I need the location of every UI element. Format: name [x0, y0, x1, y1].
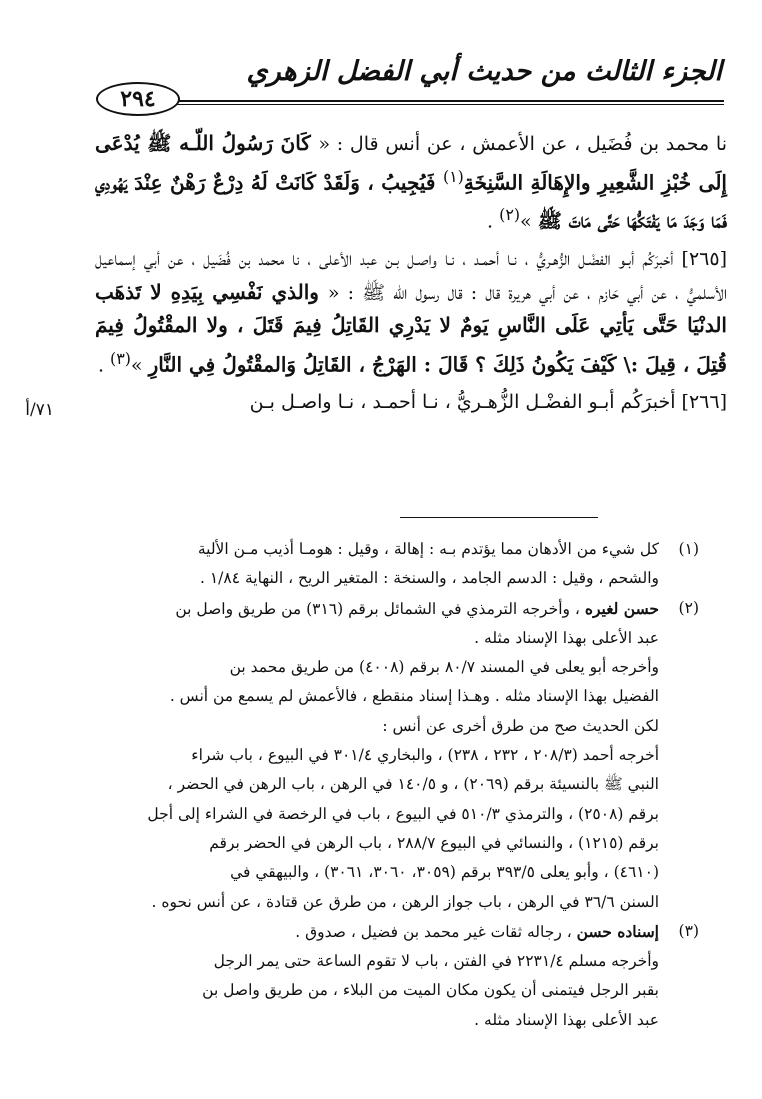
- isnad: أخبرَكُم أبـو الفضْـل الزُّهـريُّ ، نـا أحمـد ، نـا واصـل بـن: [249, 391, 682, 414]
- main-text: [95, 127, 727, 424]
- footnote-line: (٤٦١٠) ، وأبو يعلى ٣٩٣/٥ برقم (٣٠٥٩، ٣٠٦٠، ٣٠٦١) ، والبيهقي في: [230, 863, 659, 882]
- quote-close: »: [130, 353, 149, 376]
- matn-line-2: إِلَى خُبْزِ الشَّعِيرِ والإِهَالَةِ السَّنِخَةِ: [463, 169, 727, 194]
- footnote-number: (٣): [678, 921, 699, 940]
- footnote-line: كل شيء من الأدهان مما يؤتدم بـه : إهالة ، وقيل : هومـا أذيب مـن الألية: [197, 540, 659, 558]
- matn: والذي نَفْسِي بِيَدِهِ لا تَذهَب الدنْيَا حَتَّى يَأتِي عَلَى النَّاسِ يَومٌ لا يَدْرِي القَاتِلُ فِيمَ قَتَلَ ، ولا المقْتُولُ فِيمَ قُتِلَ ، قِيلَ :\ كَيْفَ يَكُونُ ذَلِكَ ؟ قَالَ : الهَرْجُ ، القَاتِلُ وَالمقْتُولُ فِي النَّارِ: [95, 279, 727, 376]
- footnote-line: عبد الأعلى بهذا الإسناد مثله .: [474, 1010, 659, 1029]
- footnote-1: [95, 535, 699, 594]
- footnote-line: السنن ٣٦/٦ في الرهن ، باب جواز الرهن ، من طرق عن قتادة ، عن أنس نحوه .: [151, 892, 659, 911]
- period: .: [97, 353, 111, 376]
- footnote-separator: [400, 517, 598, 518]
- footnote-text: ، رجاله ثقات غير محمد بن فضيل ، صدوق .: [295, 922, 577, 941]
- isnad: أخبرَكُم أبـو الفضْـل الزُّهـريُّ ، نـا أحمـد ، نـا واصـل بـن عبد الأعلى ، نا محمد بن فُضَيل ، عن أبي إسماعيل الأسلميُّ ، عن أبي حَازم ، عن أبي هريرة قال : قال رسول اللّه ﷺ : «: [95, 248, 727, 304]
- hadith-number: [٢٦٦]: [681, 391, 727, 414]
- footnote-3: [95, 917, 699, 1035]
- footnote-line: عبد الأعلى بهذا الإسناد مثله .: [474, 628, 659, 647]
- isnad: نا محمد بن فُضَيل ، عن الأعمش ، عن أنس قال : «: [318, 133, 727, 155]
- running-title: الجزء الثالث من حديث أبي الفضل الزهري: [246, 56, 722, 87]
- header-rule-thin: [150, 104, 724, 105]
- footnote-line: وأخرجه مسلم ٢٢٣١/٤ في الفتن ، باب لا تقوم الساعة حتى يمر الرجل: [213, 952, 659, 971]
- footnote-line: [95, 917, 659, 947]
- hadith-number: [٢٦٥]: [681, 248, 727, 271]
- hadith-264: [95, 127, 727, 238]
- matn-line-2b: فَيُجِيبُ ، وَلَقَدْ كَانَتْ لَهُ دِرْعٌ رَهْنٌ عِنْدَ: [134, 169, 443, 194]
- hadith-265: [95, 243, 727, 381]
- footnote-ref-3[interactable]: (٣): [110, 348, 131, 368]
- footnote-line: بقبر الرجل فيتمنى أن يكون مكان الميت من البلاء ، من طريق واصل بن: [202, 981, 659, 1000]
- footnote-number: (١): [678, 540, 699, 558]
- hadith-266: [95, 386, 727, 419]
- footnote-line: [95, 594, 659, 624]
- footnote-line: أخرجه أحمد (٢٠٨/٣ ، ٢٣٢ ، ٢٣٨) ، والبخاري ٣٠١/٤ في البيوع ، باب شراء: [191, 746, 659, 765]
- footnote-line: برقم (٢٥٠٨) ، والترمذي ٥١٠/٣ في البيوع ، باب في الرخصة في الشراء إلى أجل: [147, 804, 659, 823]
- header-rule: [150, 100, 724, 102]
- grading: حسن لغيره: [584, 598, 659, 618]
- footnote-line: الفضيل بهذا الإسناد مثله . وهـذا إسناد منقطع ، فالأعمش لم يسمع من أنس .: [169, 687, 659, 706]
- footnote-2: [95, 594, 699, 917]
- matn: كَانَ رَسُولُ اللّـه ﷺ يُدْعَى: [95, 131, 319, 155]
- footnote-line: برقم (١٢١٥) ، والنسائي في البيوع ٢٨٨/٧ ، باب الرهن في الحضر برقم: [209, 833, 659, 852]
- grading: إسناده حسن: [576, 921, 659, 941]
- footnote-line: لكن الحديث صح من طرق أخرى عن أنس :: [382, 716, 659, 735]
- manuscript-folio-note: ٧١/أ: [25, 400, 54, 420]
- footnote-line: والشحم ، وقيل : الدسم الجامد ، والسنخة : المتغير الريح ، النهاية ١/٨٤ .: [199, 569, 659, 588]
- period: .: [487, 210, 500, 233]
- footnote-ref-1[interactable]: (١): [442, 166, 464, 186]
- matn-line-3: يَهُودِي فَمَا وَجَدَ مَا يَفْتَكُّهَا حَتَّى مَاتَ ﷺ: [95, 169, 727, 233]
- footnotes: [95, 535, 699, 1035]
- footnote-number: (٢): [678, 598, 699, 617]
- quote-close: »: [520, 210, 538, 233]
- page-number: ٢٩٤: [96, 82, 180, 116]
- footnote-line: النبي ﷺ بالنسيئة برقم (٢٠٦٩) ، و ١٤٠/٥ في الرهن ، باب الرهن في الحضر ،: [167, 775, 659, 794]
- footnote-text: ، وأخرجه الترمذي في الشمائل برقم (٣١٦) من طريق واصل بن: [175, 599, 585, 618]
- footnote-line: وأخرجه أبو يعلى في المسند ٨٠/٧ برقم (٤٠٠٨) من طريق محمد بن: [229, 658, 659, 677]
- footnote-ref-2[interactable]: (٢): [499, 205, 521, 225]
